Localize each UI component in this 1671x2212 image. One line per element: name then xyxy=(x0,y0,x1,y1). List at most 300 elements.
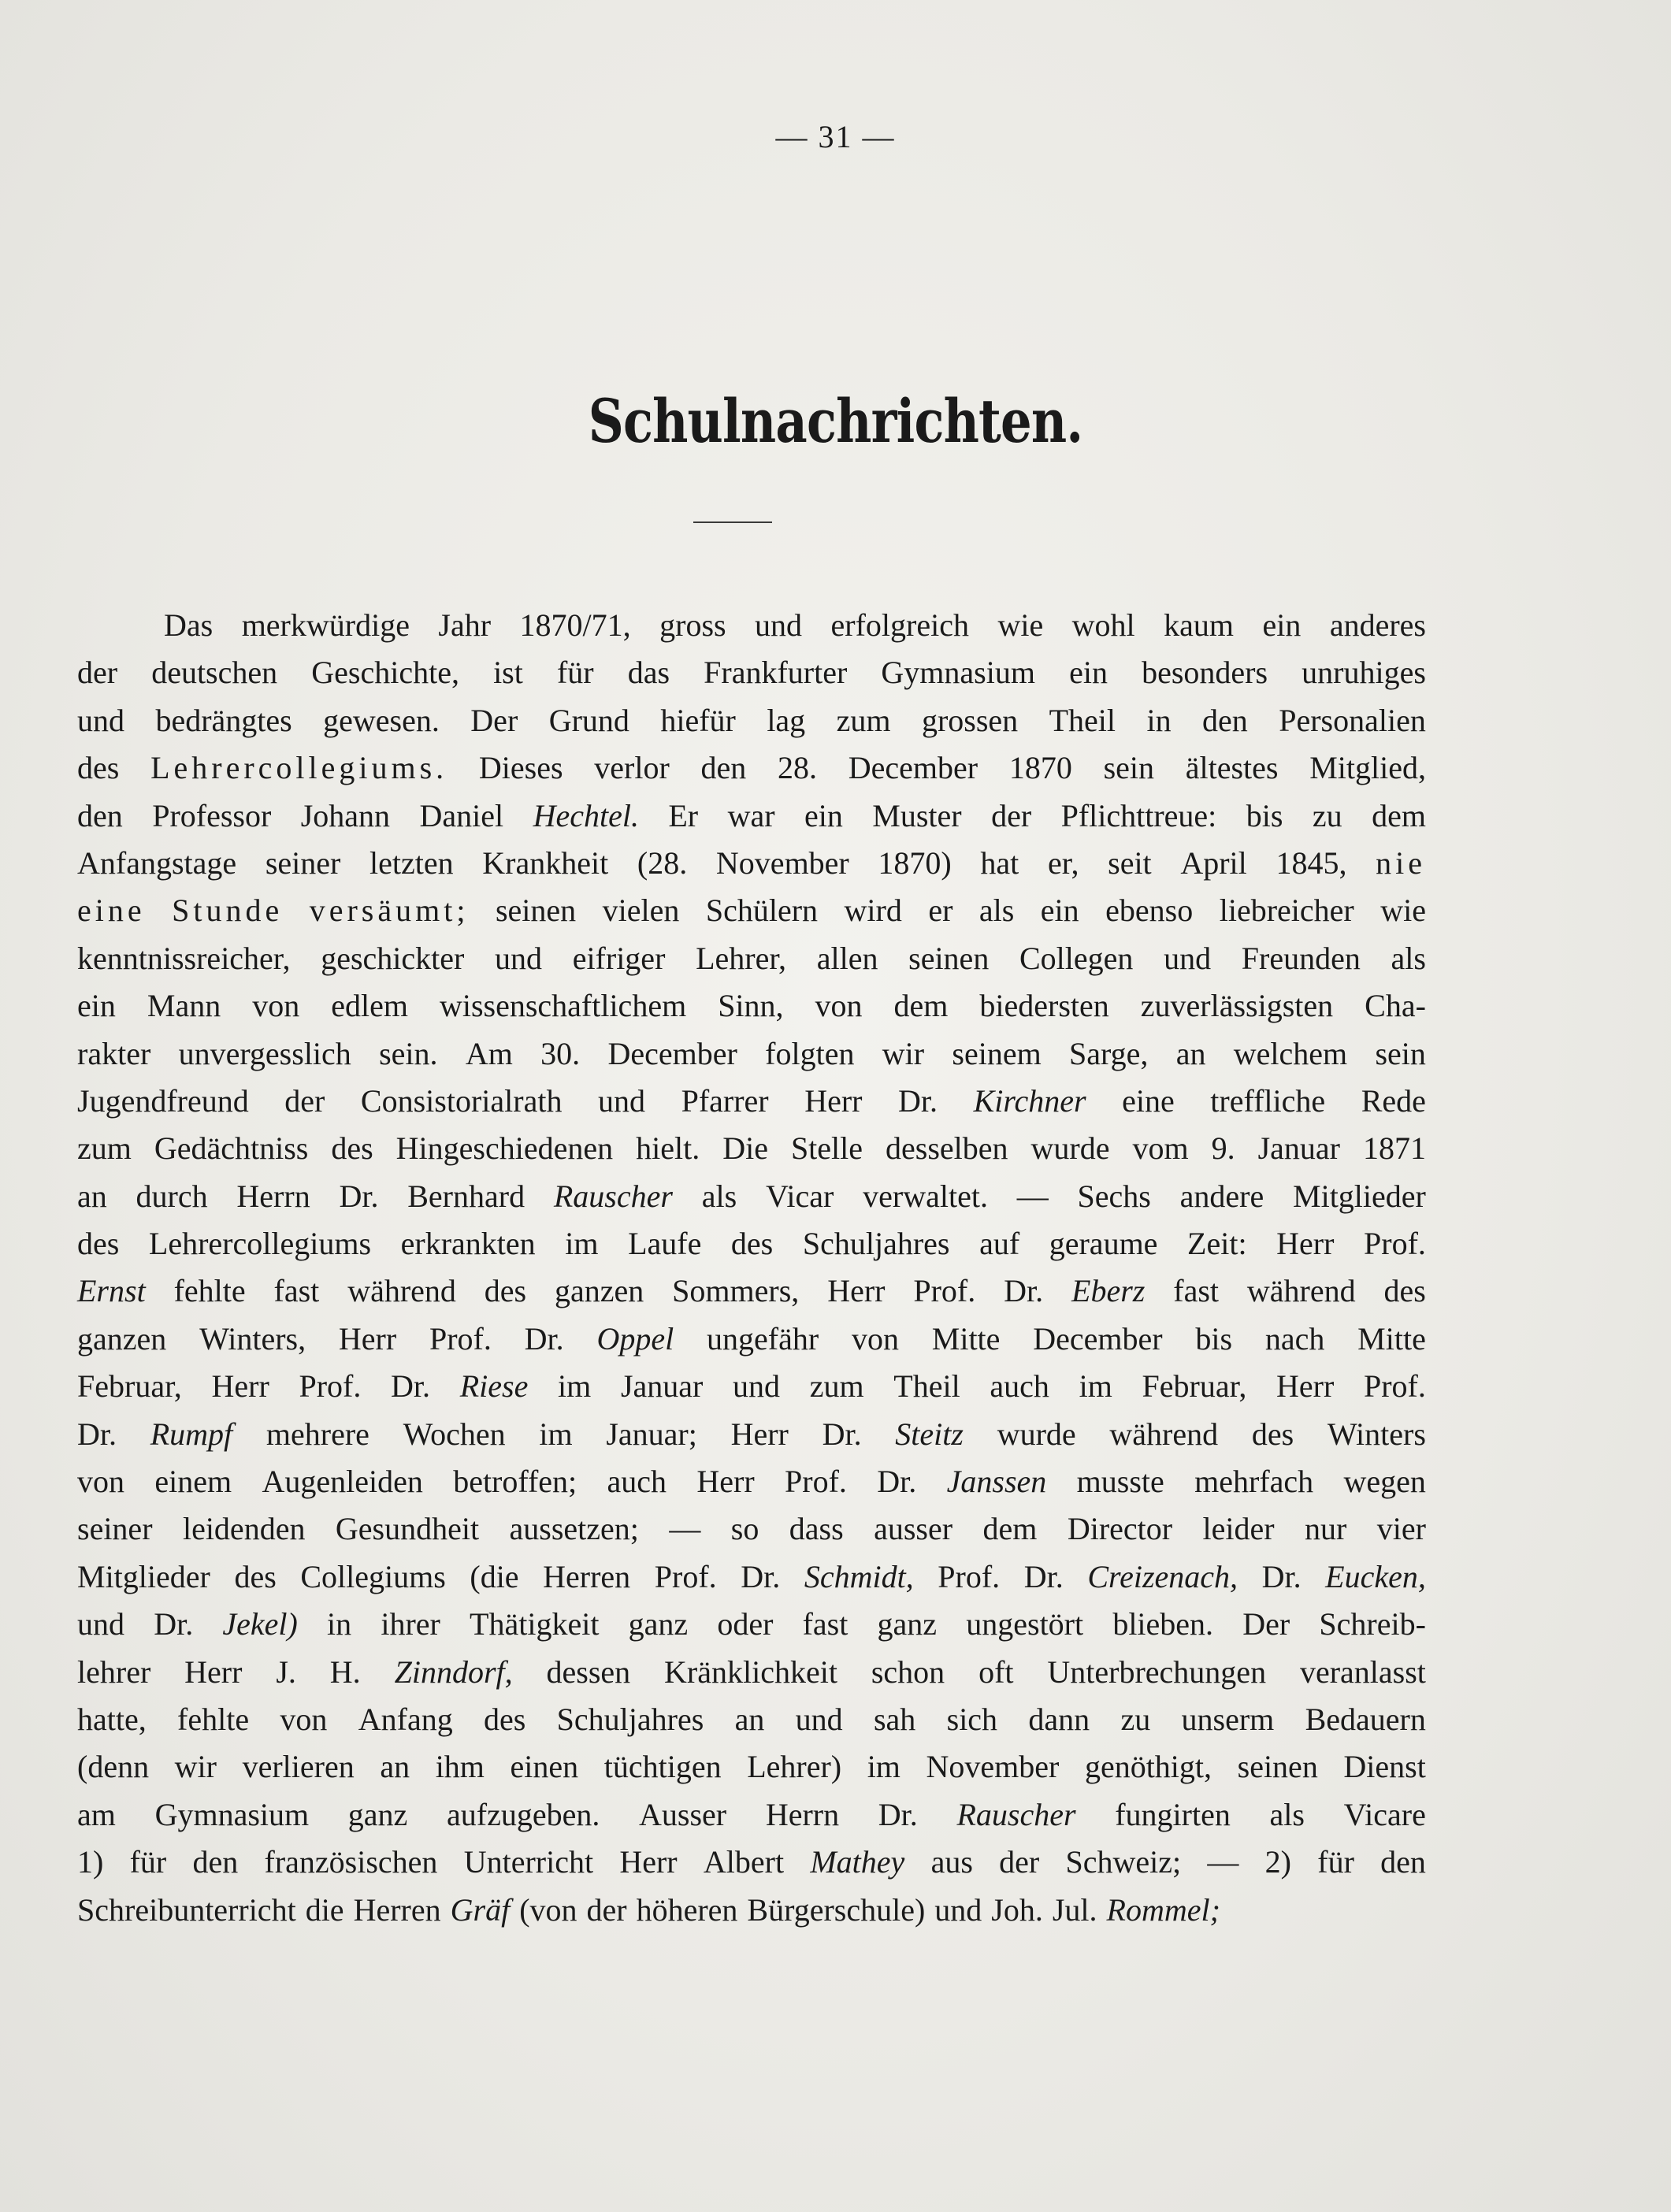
word: Dr. xyxy=(524,1320,564,1357)
word: Am xyxy=(465,1035,513,1071)
word: in xyxy=(327,1606,352,1642)
word: war xyxy=(727,797,775,833)
word: grossen xyxy=(921,702,1019,738)
word: treffliche xyxy=(1210,1082,1326,1119)
word: sein. xyxy=(379,1035,438,1071)
word: seinem xyxy=(952,1035,1042,1071)
word: einen xyxy=(510,1749,579,1785)
word: als xyxy=(978,893,1015,929)
word: 1845, xyxy=(1276,844,1347,881)
word: gewesen. xyxy=(323,702,440,738)
word: und xyxy=(795,1701,843,1737)
text-line xyxy=(77,1220,1426,1267)
word: Dr. xyxy=(822,1416,862,1452)
word: Dr. xyxy=(741,1558,781,1594)
word: Anfangstage xyxy=(77,844,237,881)
word: ebenso xyxy=(1105,893,1194,929)
word: Er xyxy=(668,797,699,833)
word: seinen xyxy=(1237,1749,1318,1785)
word: fungirten xyxy=(1115,1796,1231,1832)
word: 1) xyxy=(77,1844,104,1880)
word: Schreibunterricht xyxy=(77,1891,296,1928)
word: Prof. xyxy=(785,1464,847,1500)
word: auch xyxy=(607,1464,667,1500)
word: und xyxy=(598,1082,646,1119)
word: Gesundheit xyxy=(335,1511,480,1547)
text-line xyxy=(77,1267,1426,1315)
word: Herrn xyxy=(765,1796,840,1832)
word: zu xyxy=(1120,1701,1151,1737)
word: Sechs xyxy=(1077,1178,1151,1214)
title-divider xyxy=(693,521,772,523)
text-line xyxy=(77,744,1426,792)
word: versäumt; xyxy=(309,893,470,929)
word: den xyxy=(700,750,747,786)
word: Dr. xyxy=(1023,1558,1064,1594)
word: Sinn, xyxy=(718,988,784,1024)
word: liebreicher xyxy=(1219,893,1354,929)
page-title: Schulnachrichten. xyxy=(588,386,1083,456)
word: Herr xyxy=(827,1273,886,1309)
word: Lehrer) xyxy=(747,1749,842,1785)
word: genöthigt, xyxy=(1084,1749,1212,1785)
word: Grund xyxy=(548,702,629,738)
word: an xyxy=(734,1701,765,1737)
word: Dr. xyxy=(1004,1273,1044,1309)
word: Theil xyxy=(1049,702,1116,738)
word: Personalien xyxy=(1279,702,1426,738)
word: Krankheit xyxy=(482,844,609,881)
word: Schuljahres xyxy=(556,1701,704,1737)
word: Prof. xyxy=(938,1558,1001,1594)
word: 1870 xyxy=(1008,750,1072,786)
word: Bürgerschule) xyxy=(747,1891,926,1928)
word: besonders xyxy=(1142,655,1268,691)
word: wir xyxy=(882,1035,925,1071)
word: bis xyxy=(1246,797,1283,833)
word: Prof. xyxy=(654,1558,717,1594)
word: Prof. xyxy=(429,1320,492,1357)
word: des xyxy=(77,1226,120,1262)
word: Pfarrer xyxy=(681,1082,769,1119)
word: eine xyxy=(77,893,146,929)
word: während xyxy=(1246,1273,1356,1309)
word: leidenden xyxy=(182,1511,306,1547)
word: ein xyxy=(1069,655,1108,691)
word: zu xyxy=(1312,797,1342,833)
word: sein xyxy=(1375,1035,1426,1071)
word: kenntnissreicher, xyxy=(77,940,291,976)
word: des xyxy=(484,1273,527,1309)
word: Collegiums xyxy=(300,1558,446,1594)
text-line xyxy=(77,649,1426,696)
word: desselben xyxy=(886,1130,1008,1167)
word: Joh. xyxy=(991,1891,1043,1928)
word: für xyxy=(556,655,594,691)
word: zum xyxy=(809,1368,864,1405)
word: auf xyxy=(979,1226,1020,1262)
word: für xyxy=(1317,1844,1354,1880)
word: von xyxy=(77,1464,124,1500)
word: Ernst xyxy=(77,1273,146,1309)
word: Mann xyxy=(147,988,221,1024)
word: den xyxy=(77,797,123,833)
word: Rauscher xyxy=(956,1796,1076,1832)
word: an xyxy=(1175,1035,1206,1071)
word: hielt. xyxy=(636,1130,700,1167)
word: vom xyxy=(1132,1130,1189,1167)
word: des xyxy=(234,1558,277,1594)
word: verwaltet. xyxy=(863,1178,988,1214)
word: Gymnasium xyxy=(154,1796,310,1832)
word: schon xyxy=(871,1653,945,1690)
text-line xyxy=(77,1173,1426,1220)
word: verlieren xyxy=(242,1749,355,1785)
word: December xyxy=(848,750,978,786)
word: vier xyxy=(1376,1511,1426,1547)
word: Consistorialrath xyxy=(360,1082,563,1119)
word: bis xyxy=(1195,1320,1233,1357)
word: Jugendfreund xyxy=(77,1082,249,1119)
text-line xyxy=(77,935,1426,982)
word: Collegen xyxy=(1019,940,1134,976)
word: wird xyxy=(844,893,902,929)
word: sein xyxy=(1103,750,1155,786)
word: der xyxy=(77,655,118,691)
word: sah xyxy=(873,1701,916,1737)
word: — xyxy=(1207,1844,1239,1880)
word: wohl xyxy=(1071,607,1135,643)
word: Mitte xyxy=(1357,1320,1426,1357)
word: an xyxy=(380,1749,410,1785)
word: und xyxy=(495,940,543,976)
word: Anfang xyxy=(358,1701,453,1737)
word: Gedächtniss xyxy=(154,1130,309,1167)
word: Schuljahres xyxy=(802,1226,950,1262)
word: ein xyxy=(1040,893,1079,929)
word: mehrfach xyxy=(1194,1464,1314,1500)
word: wegen xyxy=(1343,1464,1426,1500)
word: Kränklichkeit xyxy=(664,1653,837,1690)
word: Dieses xyxy=(478,750,563,786)
word: kaum xyxy=(1164,607,1235,643)
word: den xyxy=(1202,702,1248,738)
word: (von xyxy=(519,1891,577,1928)
word: Februar, xyxy=(1142,1368,1247,1405)
word: des xyxy=(730,1226,774,1262)
word: zum xyxy=(77,1130,132,1167)
text-line xyxy=(77,792,1426,840)
word: Dr. xyxy=(154,1606,194,1642)
word: den xyxy=(1380,1844,1426,1880)
word: Hingeschiedenen xyxy=(395,1130,614,1167)
word: April xyxy=(1180,844,1247,881)
word: und xyxy=(733,1368,781,1405)
word: Prof. xyxy=(1364,1226,1426,1262)
word: Dienst xyxy=(1343,1749,1426,1785)
word: Rumpf xyxy=(150,1416,233,1452)
word: Augenleiden xyxy=(262,1464,423,1500)
word: der xyxy=(991,797,1032,833)
word: Stunde xyxy=(172,893,284,929)
word: dem xyxy=(893,988,949,1024)
word: Geschichte, xyxy=(311,655,459,691)
word: verlor xyxy=(594,750,670,786)
word: Laufe xyxy=(628,1226,702,1262)
word: hat xyxy=(980,844,1019,881)
word: aus xyxy=(930,1844,973,1880)
word: December xyxy=(607,1035,737,1071)
word: 1871 xyxy=(1362,1130,1426,1167)
word: — xyxy=(669,1511,701,1547)
word: November xyxy=(926,1749,1060,1785)
word: die xyxy=(305,1891,344,1928)
word: Ausser xyxy=(639,1796,727,1832)
text-line xyxy=(77,1411,1426,1458)
word: erkrankten xyxy=(400,1226,536,1262)
word: Jahr xyxy=(438,607,492,643)
word: Dr. xyxy=(878,1796,918,1832)
word: Dr. xyxy=(898,1082,938,1119)
word: der xyxy=(999,1844,1040,1880)
word: Sarge, xyxy=(1069,1035,1149,1071)
word: Mathey xyxy=(810,1844,905,1880)
word: bedrängtes xyxy=(155,702,292,738)
word: ungestört xyxy=(966,1606,1084,1642)
word: andere xyxy=(1179,1178,1264,1214)
word: blieben. xyxy=(1112,1606,1214,1642)
word: Rede xyxy=(1361,1082,1426,1119)
word: Mitglieder xyxy=(1293,1178,1426,1214)
word: fast xyxy=(802,1606,848,1642)
word: ein xyxy=(804,797,843,833)
word: nie xyxy=(1376,844,1426,881)
word: (28. xyxy=(637,844,688,881)
word: rakter xyxy=(77,1035,151,1071)
word: seiner xyxy=(77,1511,153,1547)
word: Rauscher xyxy=(553,1178,673,1214)
word: Stelle xyxy=(790,1130,863,1167)
word: deutschen xyxy=(151,655,278,691)
word: dann xyxy=(1028,1701,1090,1737)
word: merkwürdige xyxy=(241,607,410,643)
word: Jul. xyxy=(1052,1891,1097,1928)
word: Der xyxy=(470,702,518,738)
word: dessen xyxy=(546,1653,631,1690)
word: geraume xyxy=(1049,1226,1158,1262)
word: Herr xyxy=(211,1368,269,1405)
word: französischen xyxy=(264,1844,438,1880)
word: ältestes xyxy=(1185,750,1279,786)
word: Herren xyxy=(353,1891,441,1928)
word: nach xyxy=(1264,1320,1325,1357)
word: sich xyxy=(946,1701,998,1737)
word: Gymnasium xyxy=(881,655,1035,691)
word: ein xyxy=(77,988,116,1024)
word: anderes xyxy=(1329,607,1426,643)
word: tüchtigen xyxy=(603,1749,722,1785)
word: Frankfurter xyxy=(704,655,848,691)
text-line xyxy=(77,1363,1426,1410)
text-line xyxy=(77,1649,1426,1696)
word: Muster xyxy=(872,797,962,833)
word: Herr xyxy=(1276,1368,1335,1405)
word: Unterbrechungen xyxy=(1047,1653,1267,1690)
word: auch xyxy=(990,1368,1049,1405)
page-number: — 31 — xyxy=(775,119,896,154)
word: letzten xyxy=(369,844,454,881)
text-line xyxy=(77,1743,1426,1791)
word: und xyxy=(1164,940,1212,976)
word: durch xyxy=(136,1178,208,1214)
word: Gräf xyxy=(450,1891,511,1928)
word: — xyxy=(1016,1178,1049,1214)
word: im xyxy=(1079,1368,1112,1405)
word: Creizenach, xyxy=(1087,1558,1238,1594)
word: wir xyxy=(174,1749,217,1785)
word: von xyxy=(280,1701,328,1737)
text-line xyxy=(77,697,1426,744)
word: von xyxy=(851,1320,899,1357)
word: (die xyxy=(470,1558,519,1594)
word: des xyxy=(484,1701,526,1737)
word: oft xyxy=(978,1653,1014,1690)
word: Mitte xyxy=(931,1320,1001,1357)
word: in xyxy=(1146,702,1172,738)
word: edlem xyxy=(331,988,408,1024)
word: Mitglieder xyxy=(77,1558,210,1594)
word: veranlasst xyxy=(1299,1653,1426,1690)
word: Riese xyxy=(459,1368,529,1405)
word: Unterricht xyxy=(463,1844,594,1880)
body-paragraph xyxy=(77,602,1426,1934)
word: hiefür xyxy=(660,702,736,738)
word: musste xyxy=(1076,1464,1164,1500)
word: Kirchner xyxy=(973,1082,1086,1119)
word: Herr xyxy=(730,1416,789,1452)
word: 30. xyxy=(540,1035,581,1071)
word: für xyxy=(129,1844,167,1880)
word: des xyxy=(77,750,120,786)
word: Prof. xyxy=(913,1273,976,1309)
word: Februar, xyxy=(77,1368,182,1405)
word: dass xyxy=(789,1511,844,1547)
word: fehlte xyxy=(173,1273,246,1309)
word: der xyxy=(284,1082,325,1119)
word: ganzen xyxy=(77,1320,167,1357)
word: höheren xyxy=(636,1891,738,1928)
word: und xyxy=(755,607,803,643)
word: ganzen xyxy=(555,1273,644,1309)
word: und xyxy=(77,1606,124,1642)
word: H. xyxy=(329,1653,361,1690)
word: Dr. xyxy=(339,1178,379,1214)
word: Janssen xyxy=(946,1464,1047,1500)
word: im xyxy=(539,1416,573,1452)
word: zuverlässigsten xyxy=(1140,988,1334,1024)
word: Zinndorf, xyxy=(394,1653,513,1690)
text-line xyxy=(77,887,1426,934)
word: Zeit: xyxy=(1187,1226,1247,1262)
word: während xyxy=(347,1273,456,1309)
word: Januar; xyxy=(606,1416,697,1452)
word: Winters xyxy=(1327,1416,1426,1452)
word: Pflichttreue: xyxy=(1060,797,1217,833)
word: Lehrercollegiums. xyxy=(150,750,448,786)
word: im xyxy=(558,1368,592,1405)
word: 2) xyxy=(1264,1844,1291,1880)
word: einem xyxy=(154,1464,232,1500)
word: Schweiz; xyxy=(1065,1844,1182,1880)
word: von xyxy=(815,988,863,1024)
word: ganz xyxy=(877,1606,938,1642)
word: Dr. xyxy=(877,1464,917,1500)
word: folgten xyxy=(765,1035,855,1071)
word: wie xyxy=(1380,893,1426,929)
word: Dr. xyxy=(391,1368,431,1405)
word: 28. xyxy=(778,750,818,786)
word: geschickter xyxy=(321,940,465,976)
word: Freunden xyxy=(1241,940,1361,976)
word: Bernhard xyxy=(407,1178,525,1214)
word: wurde xyxy=(997,1416,1076,1452)
word: Schmidt, xyxy=(804,1558,914,1594)
word: Eberz xyxy=(1071,1273,1146,1309)
word: das xyxy=(627,655,670,691)
word: 1870/71, xyxy=(519,607,631,643)
word: Schülern xyxy=(705,893,819,929)
word: Director xyxy=(1067,1511,1173,1547)
word: Hechtel. xyxy=(533,797,639,833)
word: eine xyxy=(1122,1082,1175,1119)
text-line xyxy=(77,1601,1426,1648)
word: ungefähr xyxy=(707,1320,819,1357)
word: er xyxy=(928,893,953,929)
word: im xyxy=(867,1749,900,1785)
text-line xyxy=(77,1078,1426,1125)
text-line xyxy=(77,1458,1426,1505)
word: wurde xyxy=(1030,1130,1110,1167)
word: aufzugeben. xyxy=(447,1796,600,1832)
word: Die xyxy=(722,1130,768,1167)
word: Das xyxy=(164,607,214,643)
word: Cha- xyxy=(1365,988,1426,1024)
word: Daniel xyxy=(419,797,504,833)
text-line xyxy=(77,1125,1426,1172)
word: 1870) xyxy=(878,844,952,881)
word: er, xyxy=(1047,844,1079,881)
word: Professor xyxy=(152,797,272,833)
text-line xyxy=(77,1030,1426,1078)
word: seit xyxy=(1108,844,1152,881)
word: seinen xyxy=(495,893,577,929)
text-line xyxy=(77,1887,1426,1934)
word: Eucken, xyxy=(1325,1558,1426,1594)
word: des xyxy=(331,1130,373,1167)
word: Johann xyxy=(300,797,391,833)
word: gross xyxy=(659,607,726,643)
word: unserm xyxy=(1181,1701,1275,1737)
word: dem xyxy=(982,1511,1038,1547)
word: als xyxy=(701,1178,737,1214)
word: Albert xyxy=(703,1844,785,1880)
word: Prof. xyxy=(299,1368,362,1405)
word: am xyxy=(77,1796,116,1832)
word: Thätigkeit xyxy=(470,1606,600,1642)
word: wissenschaftlichem xyxy=(439,988,687,1024)
word: Winters, xyxy=(199,1320,306,1357)
word: erfolgreich xyxy=(830,607,969,643)
